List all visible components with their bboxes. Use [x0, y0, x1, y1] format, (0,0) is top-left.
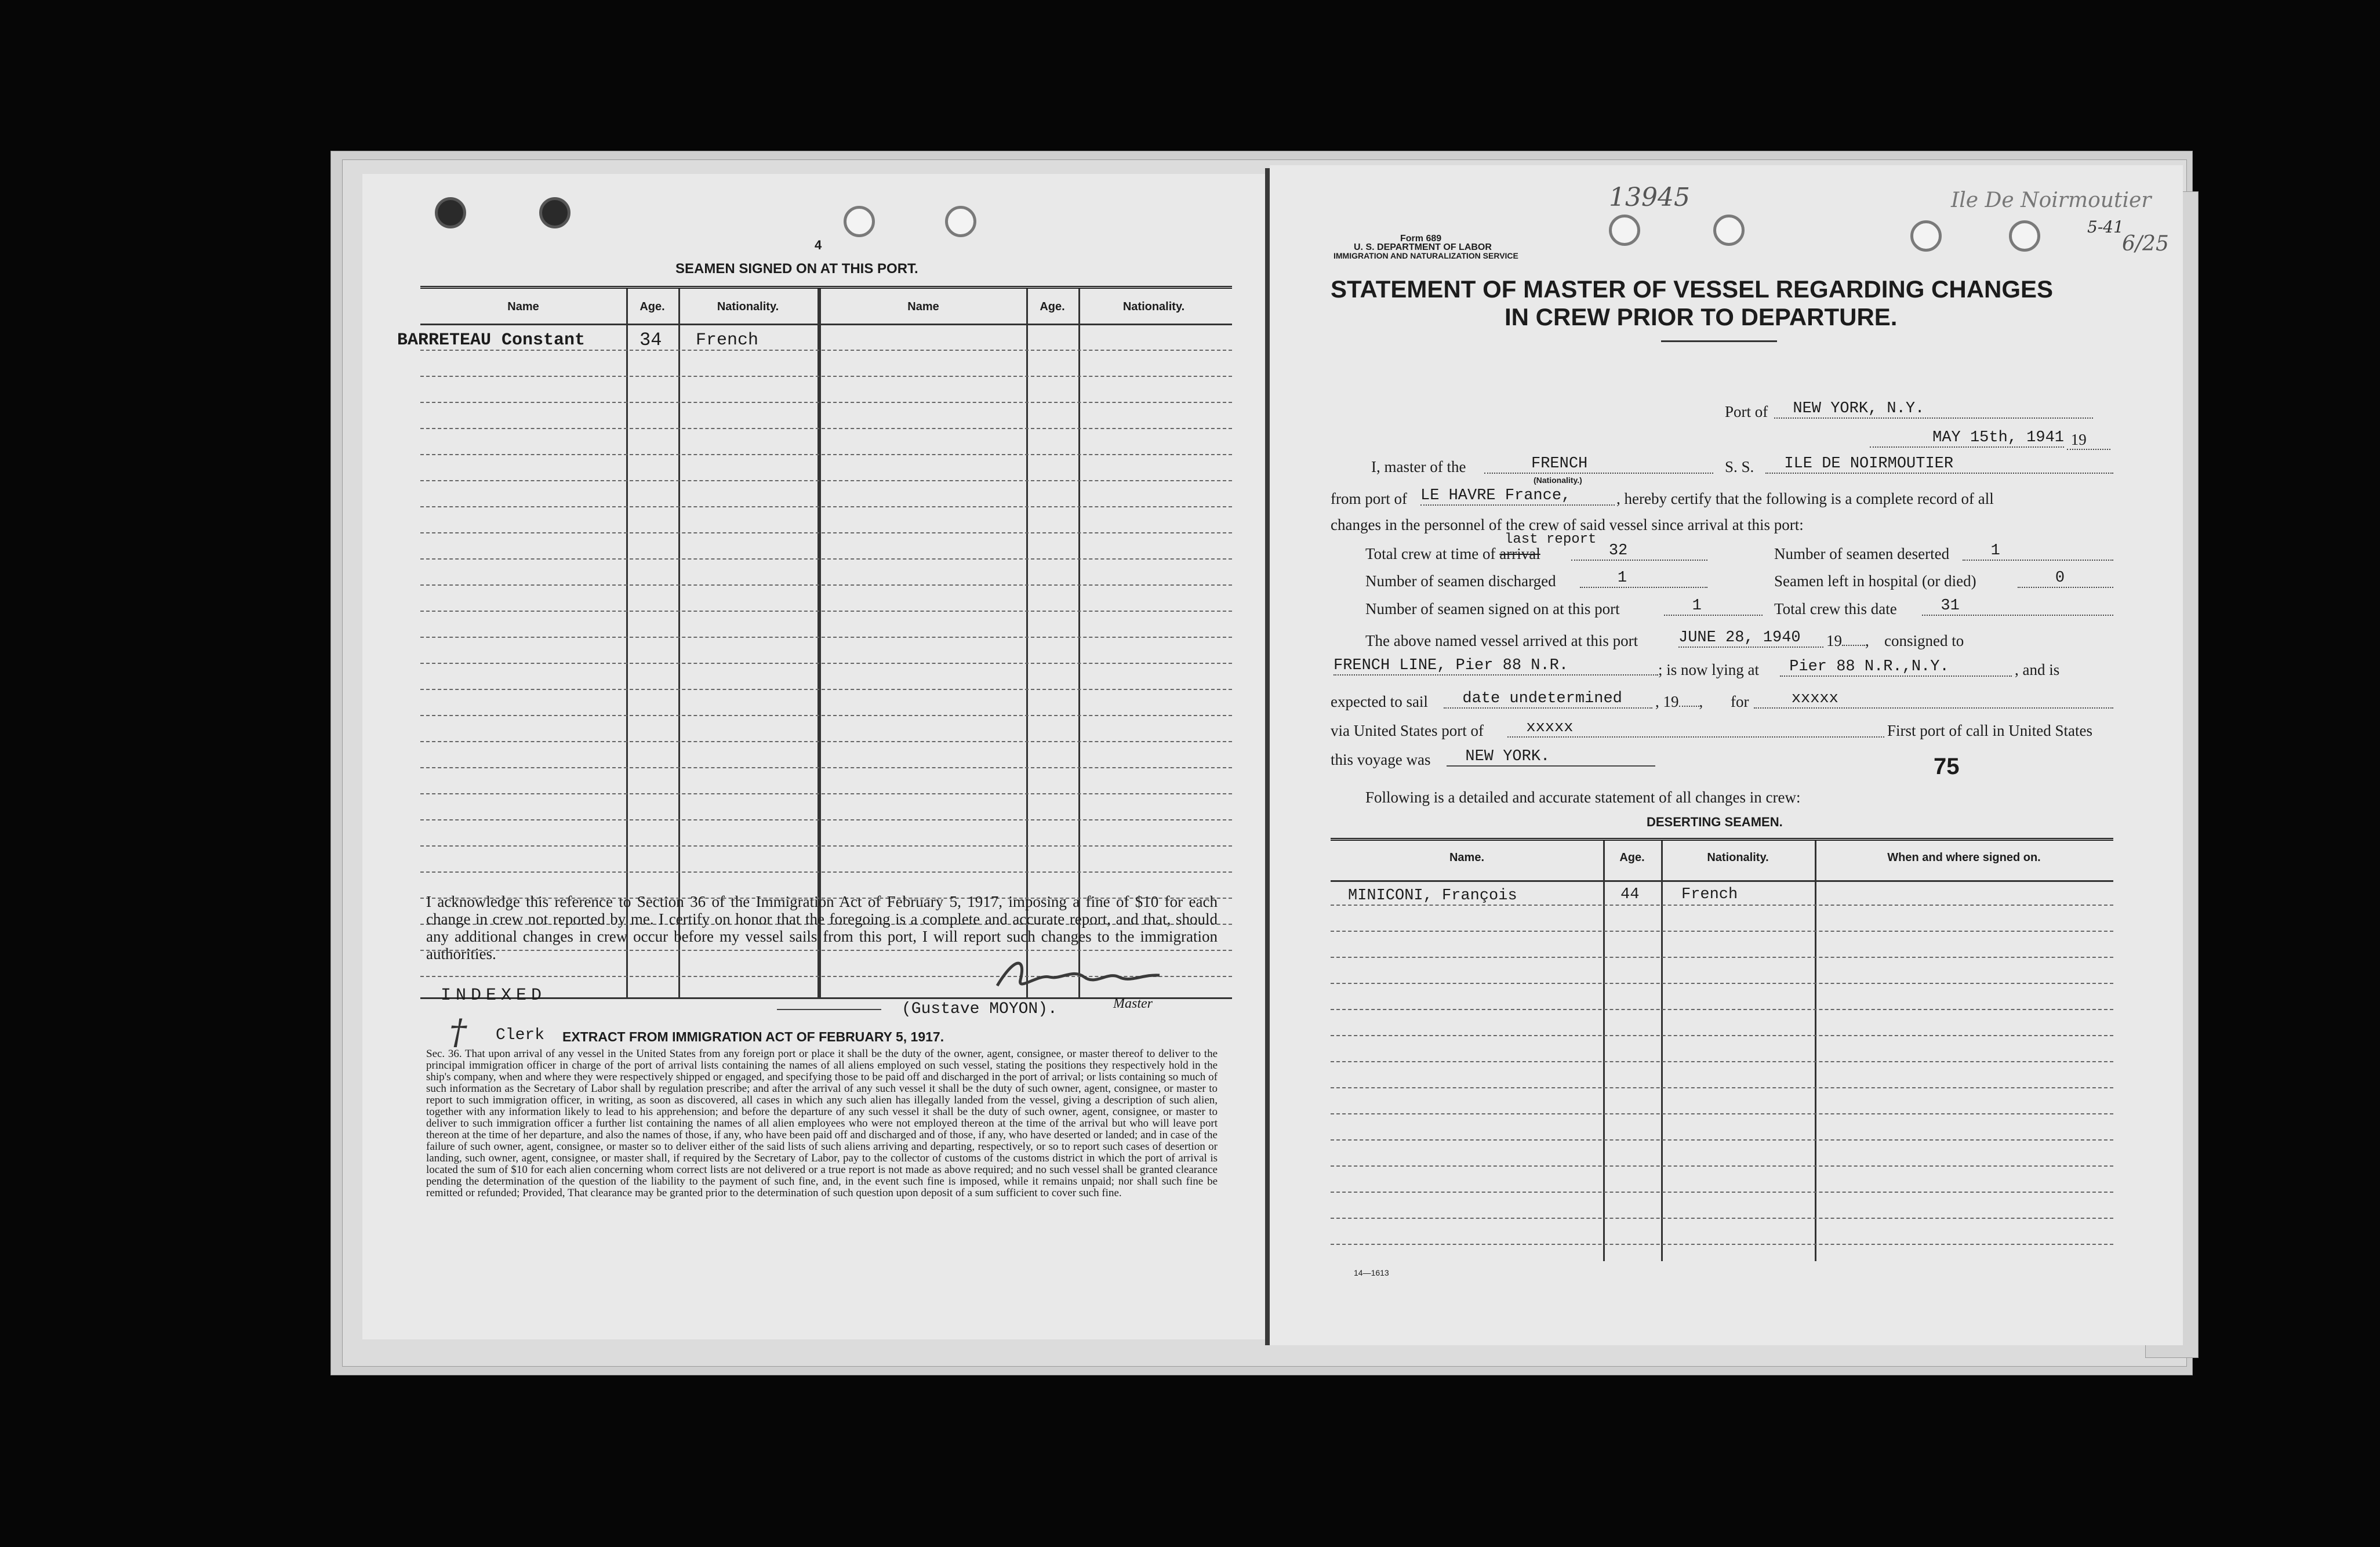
ss-label: S. S. [1725, 458, 1754, 475]
indexed-stamp: INDEXED [441, 986, 547, 1005]
table-row [420, 584, 1232, 586]
expected-label: expected to sail [1331, 693, 1428, 710]
column-header-nationality: Nationality. [1707, 851, 1769, 864]
arrival-word: arrival [1499, 545, 1540, 562]
table-row [420, 793, 1232, 794]
table-row [1331, 1244, 2113, 1245]
date-value [1870, 429, 2064, 448]
footer-code: 14—1613 [1354, 1268, 1389, 1277]
signature-line [777, 1009, 881, 1010]
punch-hole [1609, 215, 1640, 246]
first-port-label: First port of call in United States [1887, 722, 2092, 739]
total-this-date-field [1922, 597, 2113, 616]
arrived-field [1678, 629, 1823, 648]
table-row [420, 689, 1232, 690]
handwritten-date: 5-41 [2087, 217, 2124, 237]
table-row [1331, 957, 2113, 958]
certify-text: , hereby certify that the following is a complete record of all [1616, 490, 1994, 507]
form-title-line2: IN CREW PRIOR TO DEPARTURE. [1505, 303, 1898, 331]
expected-value: date undetermined [1462, 690, 1622, 707]
total-crew-label-text: Total crew at time of [1365, 545, 1496, 562]
table-row [420, 558, 1232, 560]
for-value: xxxxx [1791, 690, 1838, 707]
column-header-nationality: Nationality. [717, 300, 779, 313]
column-header-name-2: Name [907, 300, 939, 313]
table-row [420, 611, 1232, 612]
discharged-field [1580, 569, 1707, 588]
and-is-text: , and is [2015, 661, 2060, 678]
column-header-age-2: Age. [1040, 300, 1065, 313]
handwritten-ship-note: Ile De Noirmoutier [1951, 188, 2152, 212]
arrived-value: JUNE 28, 1940 [1678, 629, 1801, 647]
deserting-seamen-table [1331, 838, 2113, 1261]
changes-text: changes in the personnel of the crew of said vessel since arrival at this port: [1331, 516, 1804, 533]
deserter-name: MINICONI, François [1348, 887, 1517, 905]
via-label: via United States port of [1331, 722, 1484, 739]
table-row [420, 741, 1232, 742]
from-port-field [1420, 487, 1615, 506]
hospital-value: 0 [2055, 569, 2065, 587]
table-row [420, 819, 1232, 820]
seaman-nationality: French [696, 331, 759, 350]
port-value [1774, 400, 2093, 419]
table-row [1331, 983, 2113, 984]
table-row [1331, 1192, 2113, 1193]
department-label: U. S. DEPARTMENT OF LABOR [1354, 242, 1492, 252]
table-row [1331, 1035, 2113, 1036]
master-label: Master [1113, 996, 1153, 1011]
table-row [420, 663, 1232, 664]
deserting-title: DESERTING SEAMEN. [1647, 815, 1783, 829]
expected-year: , 19 , [1655, 693, 1703, 710]
page-number: 4 [815, 238, 822, 252]
header-rule [1331, 880, 2113, 882]
total-this-date-label: Total crew this date [1774, 600, 1897, 618]
service-label: IMMIGRATION AND NATURALIZATION SERVICE [1333, 251, 1518, 260]
table-row [1331, 1165, 2113, 1167]
nationality-caption: (Nationality.) [1534, 475, 1582, 485]
punch-hole [1713, 215, 1745, 246]
discharged-label: Number of seamen discharged [1365, 572, 1556, 590]
deserted-field [1963, 542, 2113, 561]
lying-value: Pier 88 N.R.,N.Y. [1789, 658, 1949, 676]
table-row [420, 871, 1232, 873]
column-divider [1661, 841, 1663, 1261]
arrived-label: The above named vessel arrived at this port [1365, 632, 1638, 649]
total-crew-field [1571, 542, 1707, 561]
last-report-note: last report [1505, 532, 1597, 547]
deserted-value: 1 [1990, 542, 2000, 560]
arrived-year: 19 , [1826, 632, 1869, 649]
consigned-label: consigned to [1884, 632, 1964, 649]
clerk-initials: † [449, 1012, 467, 1052]
from-port-label: from port of [1331, 490, 1407, 507]
left-page [362, 174, 1267, 1339]
voyage-field [1447, 748, 1655, 767]
extract-text: Sec. 36. That upon arrival of any vessel in the United States from any foreign port or place it shall be the duty of the owner, agent, consignee, or master thereof to deliver to the principal immigration officer in charge of the port of arrival lists containing the names of all aliens employed on such vessel, stating the positions they respectively hold in the ship's company, when and where they were respectively shipped or engaged, and specifying those to be paid off and discharged in the port of arrival; or lists containing so much of such information as the Secretary of Labor shall by regulation prescribe; and after the arrival of any such vessel it shall be the duty of such owner, agent, consignee, or master to report to such immigration officer, in writing, as soon as discovered, all cases in which any such alien has illegally landed from the vessel, giving a description of such alien, together with any information likely to lead to his apprehension; and before the departure of any such vessel it shall be the duty of such owner, agent, consignee, or master to deliver to such immigration officer a further list containing the names of all alien employees who were not employed thereon at the time of the arrival but who will leave port thereon at the time of her departure, and also the names of those, if any, who have been paid off and discharged and of those, if any, who have deserted or landed; and in case of the failure of such owner, agent, consignee, or master so to deliver either of the said lists of such aliens arriving and departing, respectively, or so to report such cases of desertion or landing, such owner, agent, consignee, or master shall, if required by the Secretary of Labor, pay to the collector of customs of the customs district in which the port of arrival is located the sum of $10 for each alien concerning whom correct lists are not delivered or a true report is not made as above required; and no such vessel shall be granted clearance pending the determination of the question of the liability to the payment of such fine, and, in the event such fine is imposed, while it remains unpaid; nor shall such fine be remitted or refunded; Provided, That clearance may be granted prior to the determination of such question upon deposit of a sum sufficient to cover such fine. [426, 1048, 1218, 1199]
table-row [420, 480, 1232, 481]
year-field [2067, 431, 2110, 450]
punch-hole [945, 206, 976, 237]
deserter-age: 44 [1620, 886, 1640, 903]
table-row [420, 506, 1232, 507]
table-row [420, 845, 1232, 847]
date-value-text: MAY 15th, 1941 [1932, 429, 2064, 446]
nationality-field [1484, 455, 1713, 474]
header-rule [420, 324, 1232, 325]
punch-hole [539, 197, 571, 228]
handwritten-number: 13945 [1609, 183, 1690, 212]
extract-title: EXTRACT FROM IMMIGRATION ACT OF FEBRUARY 5, 1917. [562, 1029, 944, 1044]
nationality-value: FRENCH [1531, 455, 1588, 473]
column-divider [1603, 841, 1605, 1261]
punch-hole [844, 206, 875, 237]
lying-field [1780, 658, 2012, 677]
table-row [1331, 1009, 2113, 1010]
total-this-date-value: 31 [1941, 597, 1960, 615]
total-crew-label [1365, 545, 1540, 563]
column-header-age: Age. [639, 300, 665, 313]
expected-field [1444, 690, 1652, 709]
table-row [420, 402, 1232, 403]
for-field [1754, 690, 2113, 709]
column-header-name: Name. [1449, 851, 1485, 864]
form-title-line1: STATEMENT OF MASTER OF VESSEL REGARDING CHANGES [1331, 275, 2054, 303]
seaman-name: BARRETEAU Constant [397, 331, 586, 350]
punch-hole [2009, 220, 2040, 252]
ship-name-field [1765, 455, 2113, 474]
discharged-value: 1 [1617, 569, 1627, 587]
total-crew-value: 32 [1608, 542, 1628, 560]
signed-on-field [1664, 597, 1763, 616]
table-row [420, 376, 1232, 377]
clerk-label: Clerk [496, 1026, 545, 1044]
voyage-label: this voyage was [1331, 751, 1431, 768]
consignee-value: FRENCH LINE, Pier 88 N.R. [1333, 657, 1569, 674]
column-header-name: Name [507, 300, 539, 313]
table-row [1331, 1139, 2113, 1141]
deserted-label: Number of seamen deserted [1774, 545, 1950, 562]
from-port-value: LE HAVRE France, [1420, 487, 1571, 504]
acknowledgement-text: I acknowledge this reference to Section 36 of the Immigration Act of February 5, 1917, imposing a fine of $10 for each change in crew not reported by me. I certify on honor that the foregoing is a complete and accurate report, and that, should any additional changes in crew occur before my vessel sails from this port, I will report such changes to the immigration authorities. [426, 893, 1218, 963]
for-label: for [1731, 693, 1749, 710]
expected-year-text: 19 [1663, 693, 1679, 710]
table-row [1331, 931, 2113, 932]
section-title: SEAMEN SIGNED ON AT THIS PORT. [675, 261, 918, 277]
table-row [1331, 905, 2113, 906]
table-row [420, 715, 1232, 716]
column-divider [1815, 841, 1816, 1261]
column-header-age: Age. [1619, 851, 1645, 864]
table-row [420, 767, 1232, 768]
arrived-year-text: 19 [1826, 632, 1842, 649]
hospital-field [2018, 569, 2113, 588]
title-rule [1661, 340, 1777, 342]
port-label: Port of [1725, 403, 1768, 420]
ship-name: ILE DE NOIRMOUTIER [1784, 455, 1954, 473]
deserter-nationality: French [1681, 886, 1738, 903]
table-row [1331, 1218, 2113, 1219]
lying-label: ; is now lying at [1658, 661, 1759, 678]
table-row [1331, 1113, 2113, 1114]
master-name: (Gustave MOYON). [902, 1000, 1058, 1018]
table-row [1331, 1061, 2113, 1062]
handwritten-date-2: 6/25 [2122, 232, 2169, 256]
column-header-nationality-2: Nationality. [1122, 300, 1185, 313]
stamp-number: 75 [1934, 754, 1960, 779]
port-value-text: NEW YORK, N.Y. [1793, 400, 1925, 417]
table-row [420, 454, 1232, 455]
signed-on-label: Number of seamen signed on at this port [1365, 600, 1620, 618]
following-text: Following is a detailed and accurate statement of all changes in crew: [1365, 789, 1801, 806]
column-header-signed-on: When and where signed on. [1887, 851, 2041, 864]
master-of-label: I, master of the [1371, 458, 1466, 475]
punch-hole [1910, 220, 1942, 252]
table-row [420, 637, 1232, 638]
year-label: 19 [2070, 431, 2087, 448]
seaman-age: 34 [639, 329, 662, 351]
table-row [1331, 1087, 2113, 1088]
punch-hole [435, 197, 466, 228]
table-row [420, 532, 1232, 533]
form-number: Form 689 [1400, 234, 1442, 244]
signed-on-value: 1 [1692, 597, 1702, 615]
seamen-signed-on-table [397, 286, 1232, 999]
right-page [1270, 165, 2183, 1345]
table-row [420, 428, 1232, 429]
via-value: xxxxx [1526, 719, 1574, 736]
via-field [1507, 719, 1884, 738]
voyage-value: NEW YORK. [1465, 748, 1550, 765]
consignee-field [1333, 657, 1658, 676]
hospital-label: Seamen left in hospital (or died) [1774, 572, 1976, 590]
